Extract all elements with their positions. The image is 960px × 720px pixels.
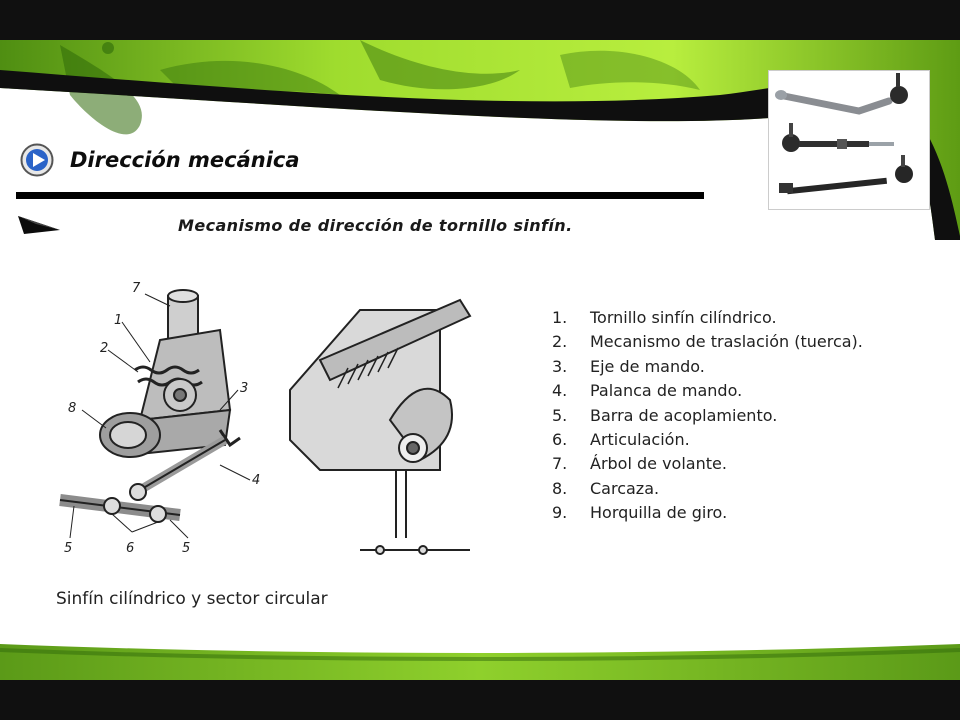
list-item xyxy=(552,306,863,330)
item-text: Palanca de mando. xyxy=(590,381,743,401)
list-item xyxy=(552,452,863,476)
pointer-arrow-icon xyxy=(16,212,62,236)
list-item xyxy=(552,379,863,403)
diagram-label: 1 xyxy=(114,313,123,328)
item-text: Articulación. xyxy=(590,430,690,450)
diagram-label: 5 xyxy=(182,541,191,556)
item-number: 9. xyxy=(552,503,568,523)
item-number: 5. xyxy=(552,405,568,425)
diagram-label: 6 xyxy=(126,541,135,556)
diagram-label: 8 xyxy=(68,401,77,416)
item-number: 6. xyxy=(552,430,568,450)
diagram-label: 7 xyxy=(132,281,141,296)
list-item xyxy=(552,404,863,428)
item-text: Horquilla de giro. xyxy=(590,503,728,523)
bottom-green-banner xyxy=(0,630,960,720)
item-text: Eje de mando. xyxy=(590,356,705,376)
list-item xyxy=(552,501,863,525)
item-text: Barra de acoplamiento. xyxy=(590,405,778,425)
parts-list xyxy=(552,306,863,526)
item-number: 3. xyxy=(552,356,568,376)
diagram-label: 5 xyxy=(64,541,73,556)
diagram-label: 3 xyxy=(240,381,249,396)
item-text: Carcaza. xyxy=(590,478,660,498)
slide-subtitle: Mecanismo de dirección de tornillo sinfín. xyxy=(178,216,573,235)
item-number: 7. xyxy=(552,454,568,474)
item-text: Árbol de volante. xyxy=(590,454,727,474)
list-item xyxy=(552,477,863,501)
list-item xyxy=(552,330,863,354)
list-item xyxy=(552,355,863,379)
title-divider xyxy=(16,192,704,199)
diagram-label: 2 xyxy=(100,341,109,356)
item-number: 8. xyxy=(552,478,568,498)
item-number: 2. xyxy=(552,332,568,352)
item-number: 4. xyxy=(552,381,568,401)
diagram-label: 4 xyxy=(252,473,261,488)
diagram-caption: Sinfín cilíndrico y sector circular xyxy=(56,589,328,609)
list-item xyxy=(552,428,863,452)
tie-rod-photo xyxy=(768,70,930,210)
item-number: 1. xyxy=(552,308,568,327)
title-row xyxy=(20,142,300,178)
item-text: Mecanismo de traslación (tuerca). xyxy=(590,332,863,352)
worm-gear-diagram xyxy=(20,270,490,620)
play-circle-icon xyxy=(20,143,54,177)
item-text: Tornillo sinfín cilíndrico. xyxy=(590,308,777,327)
slide-title: Dirección mecánica xyxy=(70,148,300,172)
